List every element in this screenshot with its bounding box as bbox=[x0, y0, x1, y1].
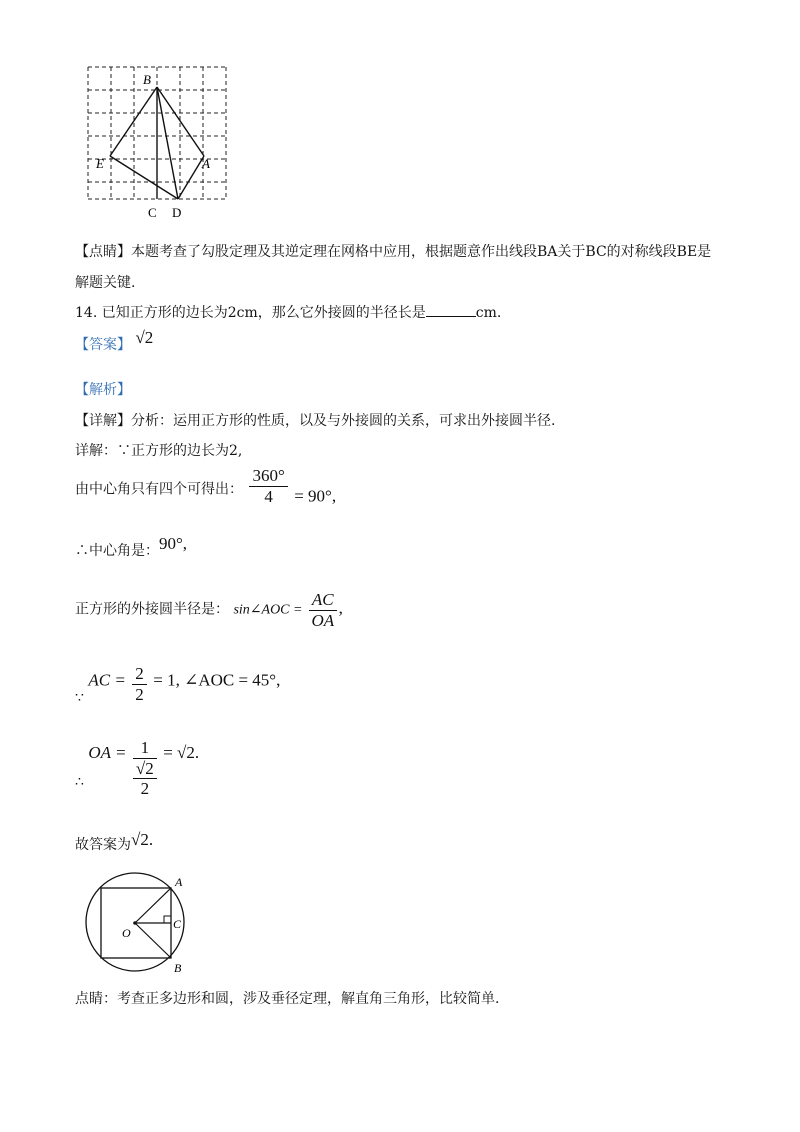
answer-value: √2 bbox=[135, 328, 154, 347]
step4-denominator: OA bbox=[311, 610, 335, 630]
step2-denominator: 4 bbox=[264, 486, 273, 506]
step2-rhs: = 90°, bbox=[294, 486, 337, 506]
detail-text: 分析：运用正方形的性质，以及与外接圆的关系，可求出外接圆半径. bbox=[131, 413, 556, 429]
answer-line bbox=[75, 328, 154, 354]
label-d: D bbox=[172, 205, 182, 220]
step-1: 详解：∵正方形的边长为2, bbox=[75, 443, 243, 459]
conclusion-value: √2. bbox=[131, 830, 154, 849]
step5-numerator: 2 bbox=[132, 664, 147, 685]
dianjing-tag: 【点睛】 bbox=[75, 244, 131, 260]
step6-inner-numerator: √2 bbox=[133, 759, 157, 780]
answer-tag: 【答案】 bbox=[75, 337, 131, 353]
step-6 bbox=[75, 738, 199, 799]
step2-fraction bbox=[249, 466, 287, 506]
step4-numerator: AC bbox=[309, 590, 337, 611]
step6-numerator: 1 bbox=[133, 738, 157, 759]
question-number: 14. bbox=[75, 305, 98, 321]
step-5 bbox=[75, 664, 280, 704]
label-a: A bbox=[202, 156, 210, 171]
step3-prefix: ∴中心角是： bbox=[75, 543, 159, 559]
step5-symbol: ∵ bbox=[75, 689, 84, 706]
analysis-tag: 【解析】 bbox=[75, 382, 131, 398]
detail-tag: 【详解】 bbox=[75, 413, 131, 429]
label-a2: A bbox=[175, 875, 183, 889]
label-e: E bbox=[96, 156, 104, 171]
label-o: O bbox=[122, 926, 131, 940]
segment-ob bbox=[135, 923, 171, 958]
step6-inner-fraction bbox=[133, 759, 157, 799]
step4-lhs: sin∠AOC = bbox=[233, 602, 303, 618]
grid-figure bbox=[80, 60, 240, 220]
detail-line bbox=[75, 410, 555, 430]
label-b2: B bbox=[174, 961, 182, 975]
dianjing-line-2: 解题关键. bbox=[75, 275, 136, 291]
step6-lhs: OA = bbox=[88, 743, 127, 763]
question-unit: cm. bbox=[475, 305, 502, 321]
conclusion-line bbox=[75, 830, 154, 854]
step5-fraction bbox=[132, 664, 147, 704]
answer-blank bbox=[426, 304, 476, 317]
step3-math: 90°, bbox=[159, 534, 188, 553]
step-2 bbox=[75, 466, 336, 507]
step2-prefix: 由中心角只有四个可得出： bbox=[75, 481, 243, 498]
step6-fraction bbox=[133, 738, 157, 799]
step5-denominator: 2 bbox=[135, 684, 144, 704]
segment-oa bbox=[135, 888, 171, 923]
label-b: B bbox=[143, 72, 151, 87]
dianjing-text-1: 本题考查了勾股定理及其逆定理在网格中应用，根据题意作出线段BA关于BC的对称线段BE是 bbox=[131, 244, 712, 260]
question-14 bbox=[75, 302, 501, 322]
label-c2: C bbox=[173, 917, 182, 931]
step5-rhs: = 1, ∠AOC = 45°, bbox=[153, 670, 281, 690]
step2-numerator: 360° bbox=[249, 466, 287, 487]
step5-lhs: AC = bbox=[88, 670, 126, 690]
step-3 bbox=[75, 534, 188, 560]
step6-rhs: = √2. bbox=[163, 743, 200, 763]
step4-fraction bbox=[309, 590, 337, 630]
right-angle-mark bbox=[164, 916, 171, 923]
step6-symbol: ∴ bbox=[75, 774, 84, 791]
step-4 bbox=[75, 590, 343, 630]
dianjing-line-1 bbox=[75, 241, 711, 261]
step6-inner-denominator: 2 bbox=[140, 779, 150, 799]
step4-tail: , bbox=[338, 598, 343, 618]
question-text: 已知正方形的边长为2cm，那么它外接圆的半径长是 bbox=[101, 305, 426, 321]
dianjing-2: 点睛：考查正多边形和圆，涉及垂径定理，解直角三角形，比较简单. bbox=[75, 991, 500, 1007]
label-c: C bbox=[148, 205, 157, 220]
step4-prefix: 正方形的外接圆半径是： bbox=[75, 601, 229, 618]
circle-figure bbox=[80, 870, 200, 982]
conclusion-prefix: 故答案为 bbox=[75, 837, 131, 853]
center-point bbox=[133, 921, 137, 925]
